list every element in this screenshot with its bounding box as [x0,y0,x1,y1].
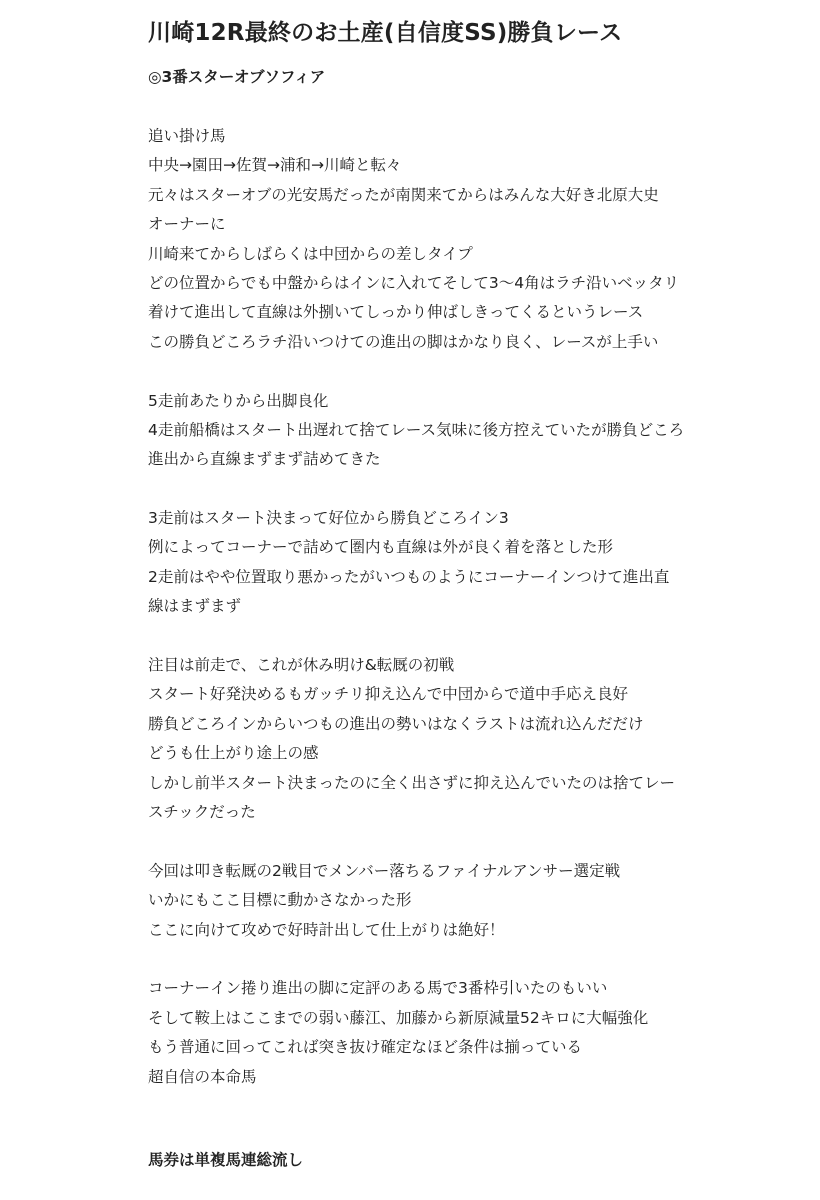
page-title: 川崎12R最終のお土産(自信度SS)勝負レース [148,20,623,46]
text-line: そして鞍上はここまでの弱い藤江、加藤から新原減量52キロに大幅強化 [148,1008,649,1027]
paragraph-gap [148,827,684,856]
text-line: 追い掛け馬 [148,127,226,145]
pick-line: ◎3番スターオブソフィア [148,68,326,86]
text-line: 勝負どころインからいつもの進出の勢いはなくラストは流れ込んだだけ [148,714,644,733]
text-line: 元々はスターオブの光安馬だったが南関来てからはみんな大好き北原大史 [148,185,659,204]
text-line: 注目は前走で、これが休み明け&転厩の初戦 [148,656,455,675]
text-line: 今回は叩き転厩の2戦目でメンバー落ちるファイナルアンサー選定戦 [148,861,621,880]
text-line: スタート好発決めるもガッチリ抑え込んで中団からで道中手応え良好 [148,685,629,704]
text-line: どうも仕上がり途上の感 [148,744,319,763]
text-line: 川崎来てからしばらくは中団からの差しタイプ [148,244,473,263]
text-line: 超自信の本命馬 [148,1067,257,1086]
text-line: 例によってコーナーで詰めて圏内も直線は外が良く着を落とした形 [148,538,614,557]
text-line: どの位置からでも中盤からはインに入れてそして3〜4角はラチ沿いベッタリ [148,273,680,292]
text-line: 着けて進出して直線は外捌いてしっかり伸ばしきってくるというレース [148,303,644,322]
text-line: 4走前船橋はスタート出遅れて捨てレース気味に後方控えていたが勝負どころ [148,420,685,439]
betting-line: 馬券は単複馬連総流し [148,1151,304,1169]
text-line: オーナーに [148,215,226,234]
text-line: もう普通に回ってこれば突き抜け確定なほど条件は揃っている [148,1038,583,1057]
text-line: 線はまずまず [148,597,242,616]
paragraph-gap [148,945,684,974]
text-line: いかにもここ目標に動かさなかった形 [148,891,412,910]
text-line: この勝負どころラチ沿いつけての進出の脚はかなり良く、レースが上手い [148,332,659,351]
article-body [148,122,684,1092]
text-line: 進出から直線まずまず詰めてきた [148,450,381,469]
text-line: コーナーイン捲り進出の脚に定評のある馬で3番枠引いたのもいい [148,979,608,998]
text-line: 3走前はスタート決まって好位から勝負どころイン3 [148,509,509,528]
paragraph-gap [148,357,684,386]
text-line: スチックだった [148,802,256,821]
text-line: 2走前はやや位置取り悪かったがいつものようにコーナーインつけて進出直 [148,567,670,586]
text-line: ここに向けて攻めで好時計出して仕上がりは絶好！ [148,920,505,939]
paragraph-gap [148,622,684,651]
text-line: 5走前あたりから出脚良化 [148,391,329,410]
text-line: しかし前半スタート決まったのに全く出さずに抑え込んでいたのは捨てレー [148,773,676,792]
text-line: 中央→園田→佐賀→浦和→川崎と転々 [148,156,402,175]
paragraph-gap [148,475,684,504]
